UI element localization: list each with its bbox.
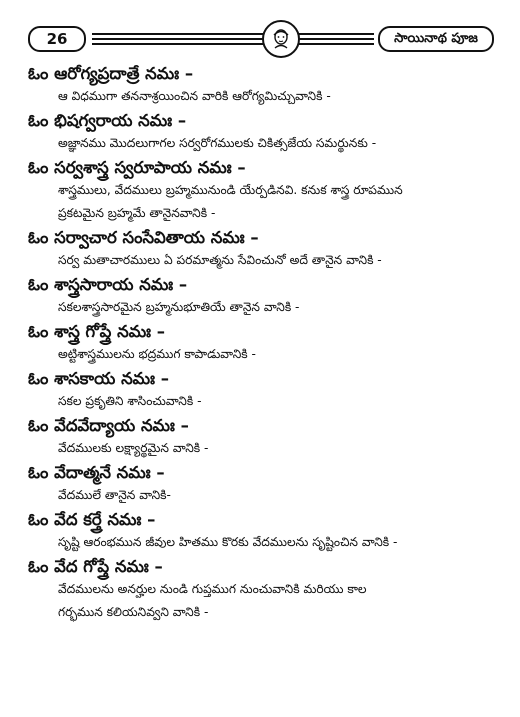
mantra-entry <box>28 508 496 553</box>
meaning-line: ఆ విధముగా తననాశ్రయించిన వారికి ఆరోగ్యమిచ్చువానికి - <box>58 89 331 103</box>
meaning-line: అట్టిశాస్త్రములను భద్రముగ కాపాడువానికి - <box>58 347 256 361</box>
mantra-line: ఓం వేద కర్త్రే నమః – <box>28 510 156 529</box>
mantra-entry <box>28 367 496 412</box>
meaning-line: సకల ప్రకృతిని శాసించువానికి - <box>58 394 202 408</box>
mantra-line: ఓం వేద గోప్త్రే నమః – <box>28 557 163 576</box>
header-rule <box>92 38 374 40</box>
mantra-line: ఓం శాసకాయ నమః – <box>28 369 169 388</box>
meaning-line: సర్వ మతాచారములు ఏ పరమాత్మను సేవించునో అదే తానైన వానికి - <box>58 253 382 267</box>
meaning-line: వేదములకు లక్ష్యార్థమైన వానికి - <box>58 441 209 455</box>
mantra-entry <box>28 156 496 224</box>
mantra-line: ఓం భిషగ్వరాయ నమః – <box>28 111 187 130</box>
meaning-line: వేదములే తానైన వానికి- <box>58 488 171 502</box>
mantra-line: ఓం ఆరోగ్యప్రదాత్రే నమః – <box>28 64 194 83</box>
book-title: సాయినాథ పూజ <box>378 26 494 52</box>
mantra-entry <box>28 62 496 107</box>
mantra-entry <box>28 461 496 506</box>
sai-baba-portrait-icon <box>262 20 300 58</box>
mantra-entry <box>28 555 496 623</box>
mantra-line: ఓం శాస్త్రసారాయ నమః – <box>28 275 188 294</box>
page-number: 26 <box>28 26 86 52</box>
mantra-entry <box>28 320 496 365</box>
mantra-entry <box>28 109 496 154</box>
header-rule <box>92 43 374 45</box>
meaning-line: గర్భమున కలియనివ్వని వానికి - <box>58 605 209 619</box>
mantra-entry <box>28 226 496 271</box>
meaning-line: సృష్టి ఆరంభమున జీవుల హితము కొరకు వేదములను సృష్టించిన వానికి - <box>58 535 398 549</box>
mantra-list <box>28 62 496 623</box>
mantra-line: ఓం వేదవేద్యాయ నమః – <box>28 416 189 435</box>
mantra-line: ఓం సర్వశాస్త్ర స్వరూపాయ నమః – <box>28 158 246 177</box>
meaning-line: వేదములను అనర్హుల నుండి గుప్తముగ నుంచువానికి మరియు కాల <box>58 582 367 596</box>
mantra-line: ఓం వేదాత్మనే నమః – <box>28 463 165 482</box>
header-rule <box>92 33 374 35</box>
meaning-line: అజ్ఞానము మొదలుగాగల సర్వరోగములకు చికిత్సజేయ సమర్థునకు - <box>58 136 377 150</box>
mantra-line: ఓం సర్వాచార సంసేవితాయ నమః – <box>28 228 259 247</box>
meaning-line: సకలశాస్త్రసారమైన బ్రహ్మనుభూతియే తానైన వానికి - <box>58 300 300 314</box>
page-header <box>28 22 496 56</box>
meaning-line: శాస్త్రములు, వేదములు బ్రహ్మమునుండి యేర్పడినవి. కనుక శాస్త్ర రూపమున <box>58 183 403 197</box>
mantra-entry <box>28 414 496 459</box>
meaning-line: ప్రకటమైన బ్రహ్మమే తానైనవానికి - <box>58 206 216 220</box>
mantra-line: ఓం శాస్త్ర గోప్త్రే నమః – <box>28 322 166 341</box>
mantra-entry <box>28 273 496 318</box>
